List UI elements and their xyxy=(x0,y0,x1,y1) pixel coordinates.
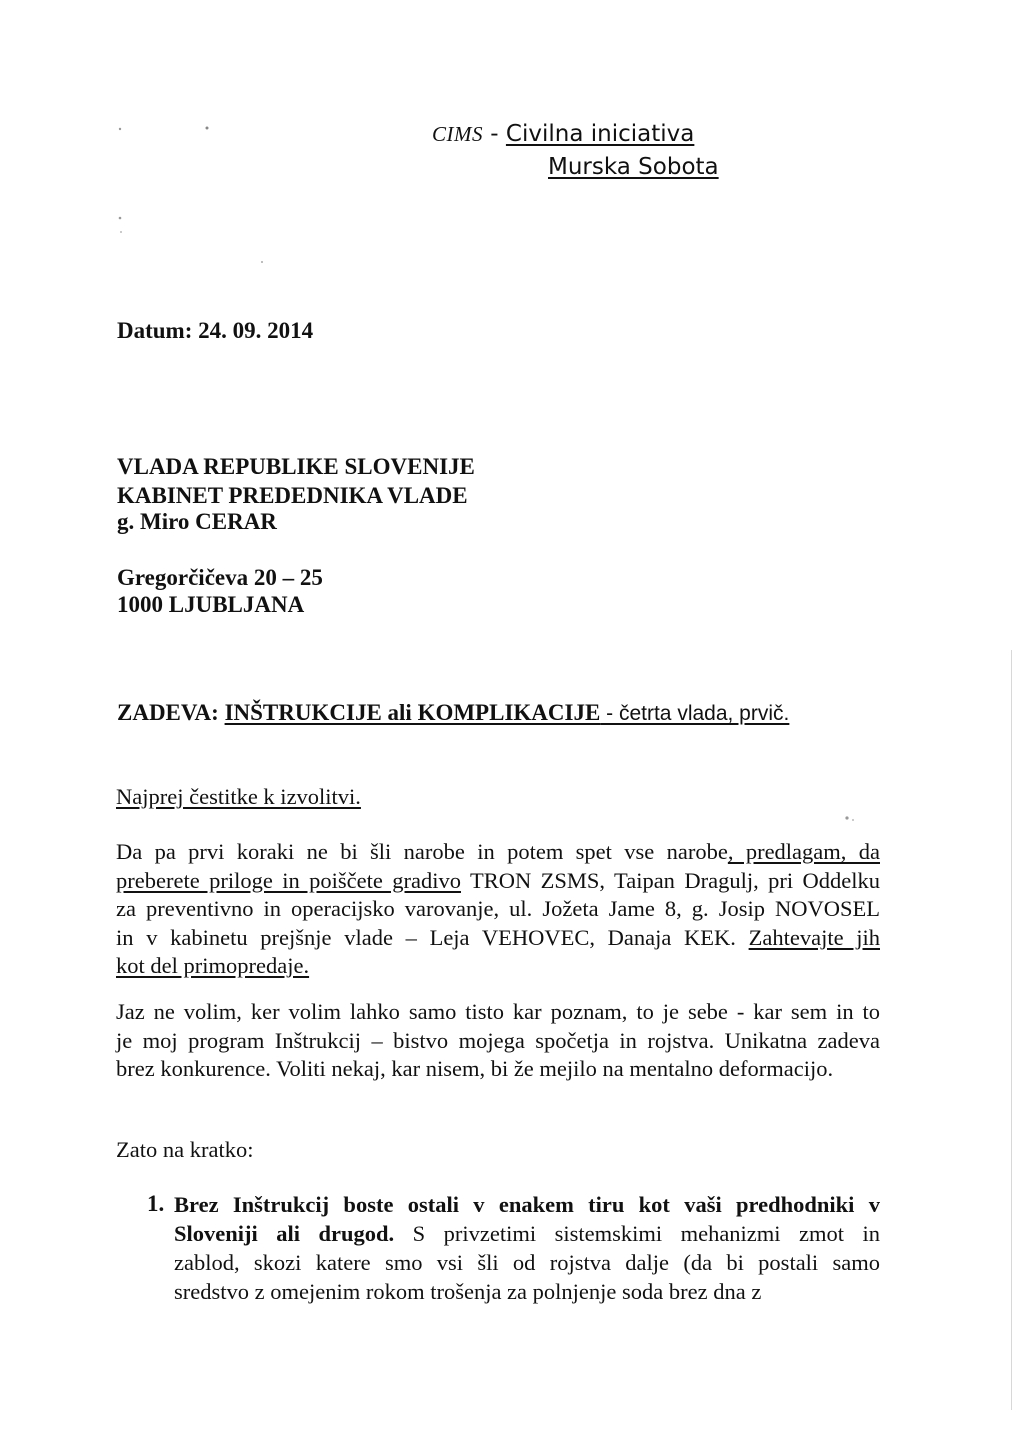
org-logo: CIMS xyxy=(432,122,483,146)
paragraph-2-line: je moj program Inštrukcij – bistvo mojega spočetja in rojstva. Unikatna zadeva xyxy=(116,1027,880,1053)
paragraph-1 xyxy=(116,838,880,981)
letterhead-line1 xyxy=(432,120,694,148)
list-item-line xyxy=(174,1219,880,1248)
recipient-street: Gregorčičeva 20 – 25 xyxy=(117,565,323,590)
text-span-bold: Sloveniji ali drugod. xyxy=(174,1221,395,1246)
list-item-line: Brez Inštrukcij boste ostali v enakem tiru kot vaši predhodniki v xyxy=(174,1192,880,1217)
paragraph-1-line xyxy=(116,924,880,953)
list-item xyxy=(174,1190,880,1306)
paragraph-1-line: kot del primopredaje. xyxy=(116,953,310,978)
list-item-number: 1. xyxy=(147,1191,165,1216)
recipient-line2: KABINET PREDEDNIKA VLADE xyxy=(117,483,468,508)
text-span: TRON ZSMS, Taipan Dragulj, pri Oddelku xyxy=(460,867,880,893)
text-span-underlined: preberete priloge in poiščete gradivo xyxy=(116,867,461,893)
list-intro xyxy=(116,1136,880,1165)
paragraph-1-line xyxy=(116,838,880,867)
recipient-city: 1000 LJUBLJANA xyxy=(117,592,305,617)
scan-edge-line xyxy=(1011,650,1012,1410)
list-item-line: zablod, skozi katere smo vsi šli od rojstva dalje (da bi postali samo xyxy=(174,1250,880,1275)
list-intro-text: Zato na kratko: xyxy=(116,1137,254,1162)
text-span: Da pa prvi koraki ne bi šli narobe in potem spet vse narobe xyxy=(116,839,728,864)
paragraph-2-line: brez konkurence. Voliti nekaj, kar nisem, bi že mejilo na mentalno deformacijo. xyxy=(116,1056,834,1081)
paragraph-2 xyxy=(116,998,880,1084)
letterhead-separator: - xyxy=(483,121,506,147)
document-date: Datum: 24. 09. 2014 xyxy=(117,318,314,343)
greeting-text: Najprej čestitke k izvolitvi. xyxy=(116,784,361,809)
text-span: in v kabinetu prejšnje vlade – Leja VEHOVEC, Danaja KEK. xyxy=(116,924,749,950)
paragraph-2-line: Jaz ne volim, ker volim lahko samo tisto kar poznam, to je sebe - kar sem in to xyxy=(116,999,880,1024)
greeting xyxy=(116,783,880,812)
subject-suffix: - četrta vlada, prvič. xyxy=(600,702,790,725)
subject-title: INŠTRUKCIJE ali KOMPLIKACIJE xyxy=(224,700,601,725)
paragraph-1-line xyxy=(116,867,880,896)
org-name: Civilna iniciativa xyxy=(505,121,695,147)
text-span-underlined: Zahtevajte jih xyxy=(748,924,880,950)
recipient-line1: VLADA REPUBLIKE SLOVENIJE xyxy=(117,454,475,479)
text-span: S privzetimi sistemskimi mehanizmi zmot in xyxy=(394,1221,880,1246)
list-item-line: sredstvo z omejenim rokom trošenja za polnjenje soda brez dna z xyxy=(174,1279,762,1304)
org-city: Murska Sobota xyxy=(548,154,719,180)
subject-line xyxy=(117,700,789,726)
paragraph-1-line: za preventivno in operacijsko varovanje, ul. Jožeta Jame 8, g. Josip NOVOSEL xyxy=(116,896,880,921)
recipient-line3: g. Miro CERAR xyxy=(117,509,277,534)
text-span-underlined: , predlagam, da xyxy=(727,839,880,864)
subject-label: ZADEVA: xyxy=(117,700,219,725)
